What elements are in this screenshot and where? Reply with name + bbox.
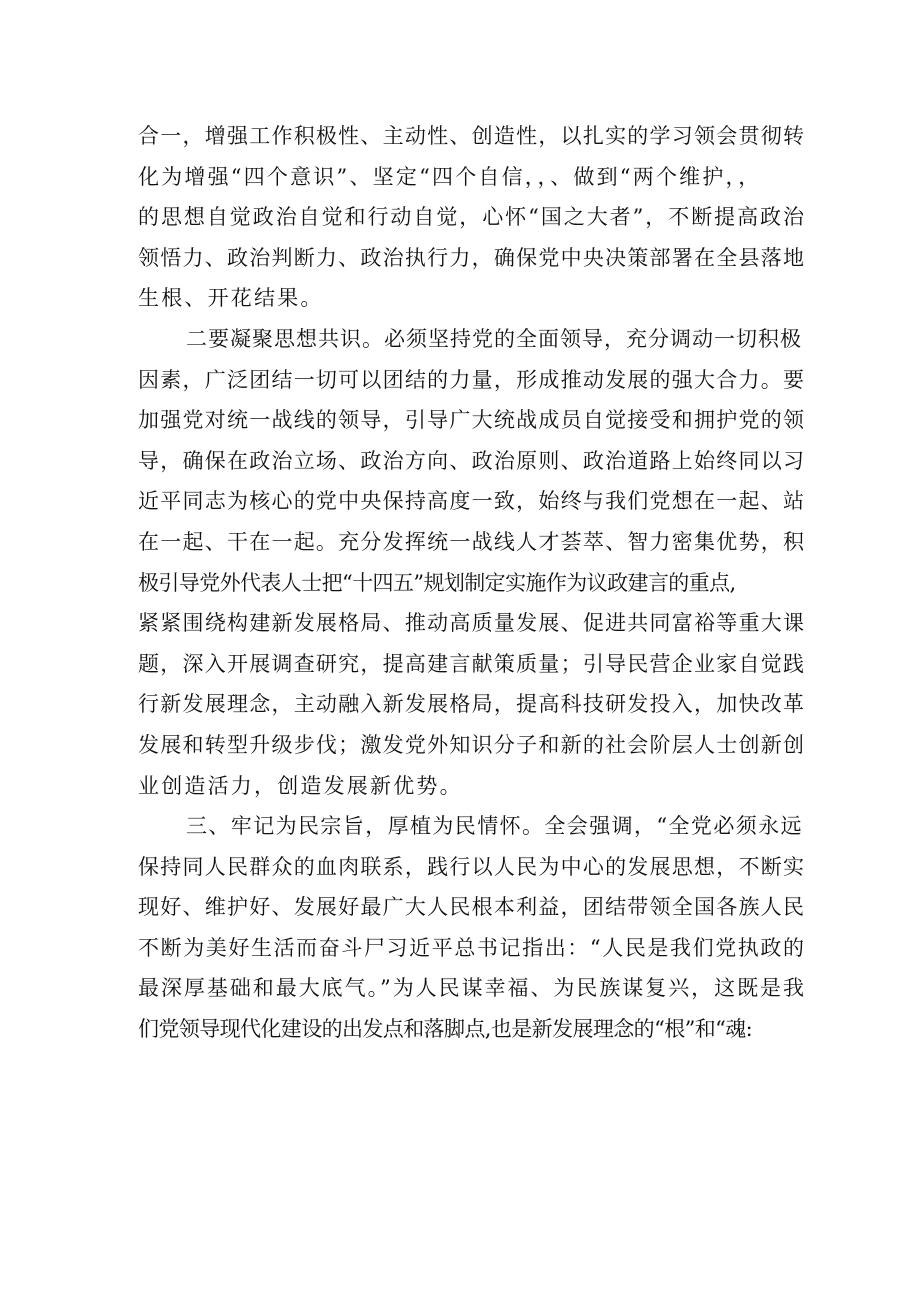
text-line: 在一起、干在一起。充分发挥统一战线人才荟萃、智力密集优势，积 — [138, 529, 804, 554]
text-line: 行新发展理念，主动融入新发展格局，提高科技研发投入，加快改革 — [138, 692, 804, 717]
body-text — [138, 116, 804, 1050]
text-line: 业创造活力，创造发展新优势。 — [138, 773, 463, 798]
text-line: 化为增强“四个意识”、坚定“四个自信，，、做到“两个维护，， — [138, 164, 762, 189]
text-line: 生根、开花结果。 — [138, 286, 324, 311]
text-line: 的思想自觉政治自觉和行动自觉，心怀“国之大者”，不断提高政治 — [138, 205, 804, 230]
text-line: 紧紧围绕构建新发展格局、推动高质量发展、促进共同富裕等重大课 — [138, 611, 804, 636]
text-line: 最深厚基础和最大底气。”为人民谋幸福、为民族谋复兴，这既是我 — [138, 976, 804, 1001]
text-line: 合一，增强工作积极性、主动性、创造性，以扎实的学习领会贯彻转 — [138, 124, 804, 148]
text-line: 们党领导现代化建设的出发点和落脚点,也是新发展理念的“根”和“魂: — [138, 1017, 753, 1042]
text-line: 因素，广泛团结一切可以团结的力量，形成推动发展的强大合力。要 — [138, 367, 804, 392]
text-line: 题，深入开展调查研究，提高建言献策质量；引导民营企业家自觉践 — [138, 651, 804, 676]
text-line: 不断为美好生活而奋斗尸习近平总书记指出：“人民是我们党执政的 — [138, 935, 804, 960]
text-line: 发展和转型升级步伐；激发党外知识分子和新的社会阶层人士创新创 — [138, 732, 804, 757]
text-line: 导，确保在政治立场、政治方向、政治原则、政治道路上始终同以习 — [138, 448, 804, 473]
text-line: 领悟力、政治判断力、政治执行力，确保党中央决策部署在全县落地 — [138, 245, 804, 270]
text-line: 二要凝聚思想共识。必须坚持党的全面领导，充分调动一切积极 — [186, 326, 802, 351]
text-line: 保持同人民群众的血肉联系，践行以人民为中心的发展思想，不断实 — [138, 854, 804, 879]
text-line: 现好、维护好、发展好最广大人民根本利益，团结带领全国各族人民 — [138, 895, 804, 920]
text-line: 近平同志为核心的党中央保持高度一致，始终与我们党想在一起、站 — [138, 489, 804, 514]
text-line: 极引导党外代表人士把“十四五”规划制定实施作为议政建言的重点, — [138, 570, 736, 595]
text-line: 三、牢记为民宗旨，厚植为民情怀。全会强调，“全党必须永远 — [186, 814, 803, 839]
text-line: 加强党对统一战线的领导，引导广大统战成员自觉接受和拥护党的领 — [138, 408, 804, 433]
